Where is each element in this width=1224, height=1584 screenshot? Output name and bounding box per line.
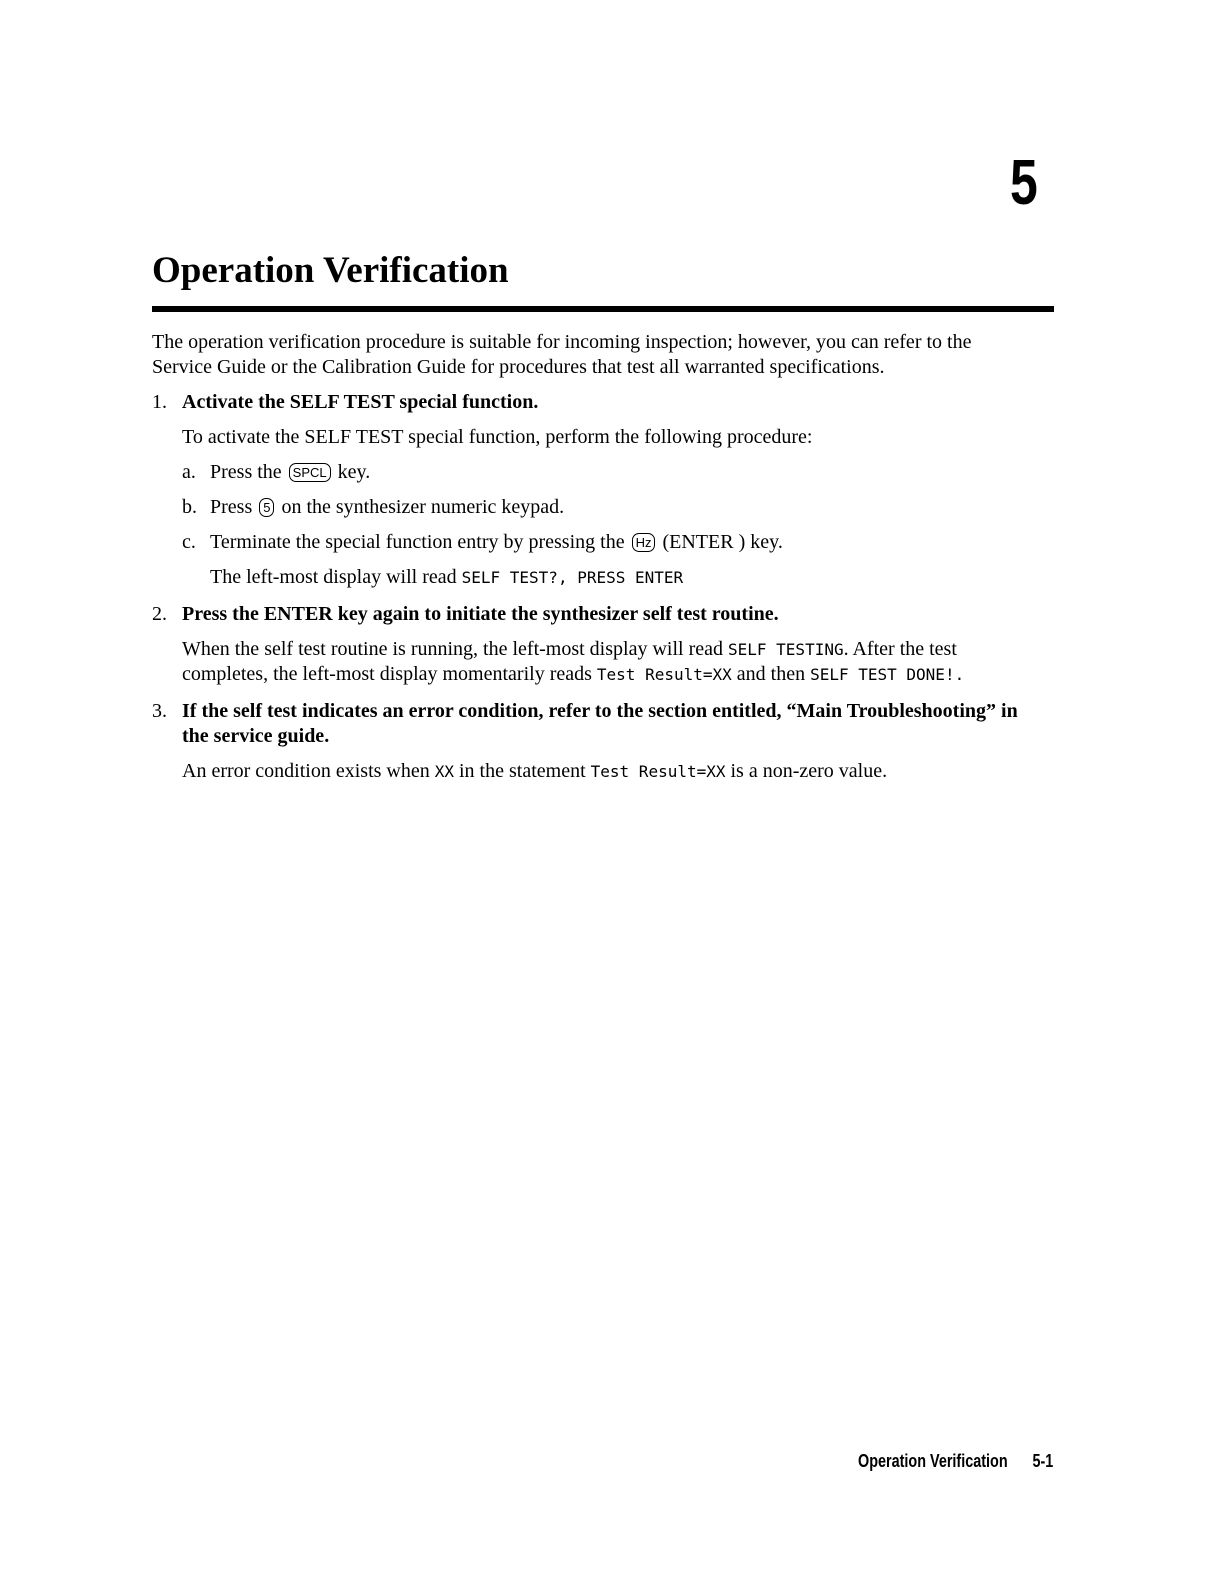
substep-letter: a. [182,461,196,483]
substep-text: Press the [210,461,282,483]
page-title: Operation Verification [152,250,509,291]
note-text: The left-most display will read [210,566,457,588]
display-readout: SELF TEST DONE!. [810,665,965,684]
display-readout: Test Result=XX [590,762,726,781]
title-rule [152,306,1054,312]
substep-text: key. [337,461,371,483]
step-number: 1. [152,391,167,413]
display-readout: SELF TEST?, PRESS ENTER [461,568,684,587]
text-segment: is a non-zero value. [730,760,888,782]
step-text [182,759,1032,784]
step-heading: Press the ENTER key again to initiate the synthesizer self test routine. [182,603,779,625]
text-segment: When the self test routine is running, the left-most display will read [182,638,723,660]
text-segment: . After the test completes, the left-most display momentarily reads [182,638,957,685]
text-segment: and then [736,663,806,685]
step-text [182,637,1032,687]
page-number: 5-1 [1032,1451,1054,1471]
step-heading: If the self test indicates an error condition, refer to the section entitled, “Main Troubleshooting” in the service guide. [182,700,1018,747]
display-readout: Test Result=XX [596,665,732,684]
chapter-number: 5 [1010,146,1038,218]
numeric-5-key-icon: 5 [259,498,274,517]
substep-text: Press [210,496,253,518]
substep-b [182,495,1032,520]
hz-key-icon: Hz [632,533,656,552]
substep-c [182,530,1032,555]
text-segment: in the statement [459,760,586,782]
substep-text: (ENTER ) key. [662,531,783,553]
substep-letter: c. [182,531,196,553]
display-note [210,565,1032,590]
step-number: 2. [152,603,167,625]
spcl-key-icon: SPCL [289,463,331,482]
step-text: To activate the SELF TEST special function, perform the following procedure: [182,426,813,448]
substep-letter: b. [182,496,197,518]
step-3 [152,699,1032,784]
step-1 [152,390,1032,590]
text-segment: An error condition exists when [182,760,430,782]
intro-paragraph: The operation verification procedure is suitable for incoming inspection; however, you can refer to the Service Guide or the Calibration Guide for procedures that test all warranted specifications. [152,331,972,378]
display-readout: SELF TESTING [728,640,844,659]
substep-text: on the synthesizer numeric keypad. [281,496,565,518]
substep-text: Terminate the special function entry by pressing the [210,531,625,553]
step-number: 3. [152,700,167,722]
footer-title: Operation Verification [858,1451,1008,1471]
step-2 [152,602,1032,687]
substep-a [182,460,1032,485]
step-heading: Activate the SELF TEST special function. [182,391,539,413]
page-footer [858,1451,1053,1472]
display-readout: XX [434,762,454,781]
document-body [152,330,1032,784]
